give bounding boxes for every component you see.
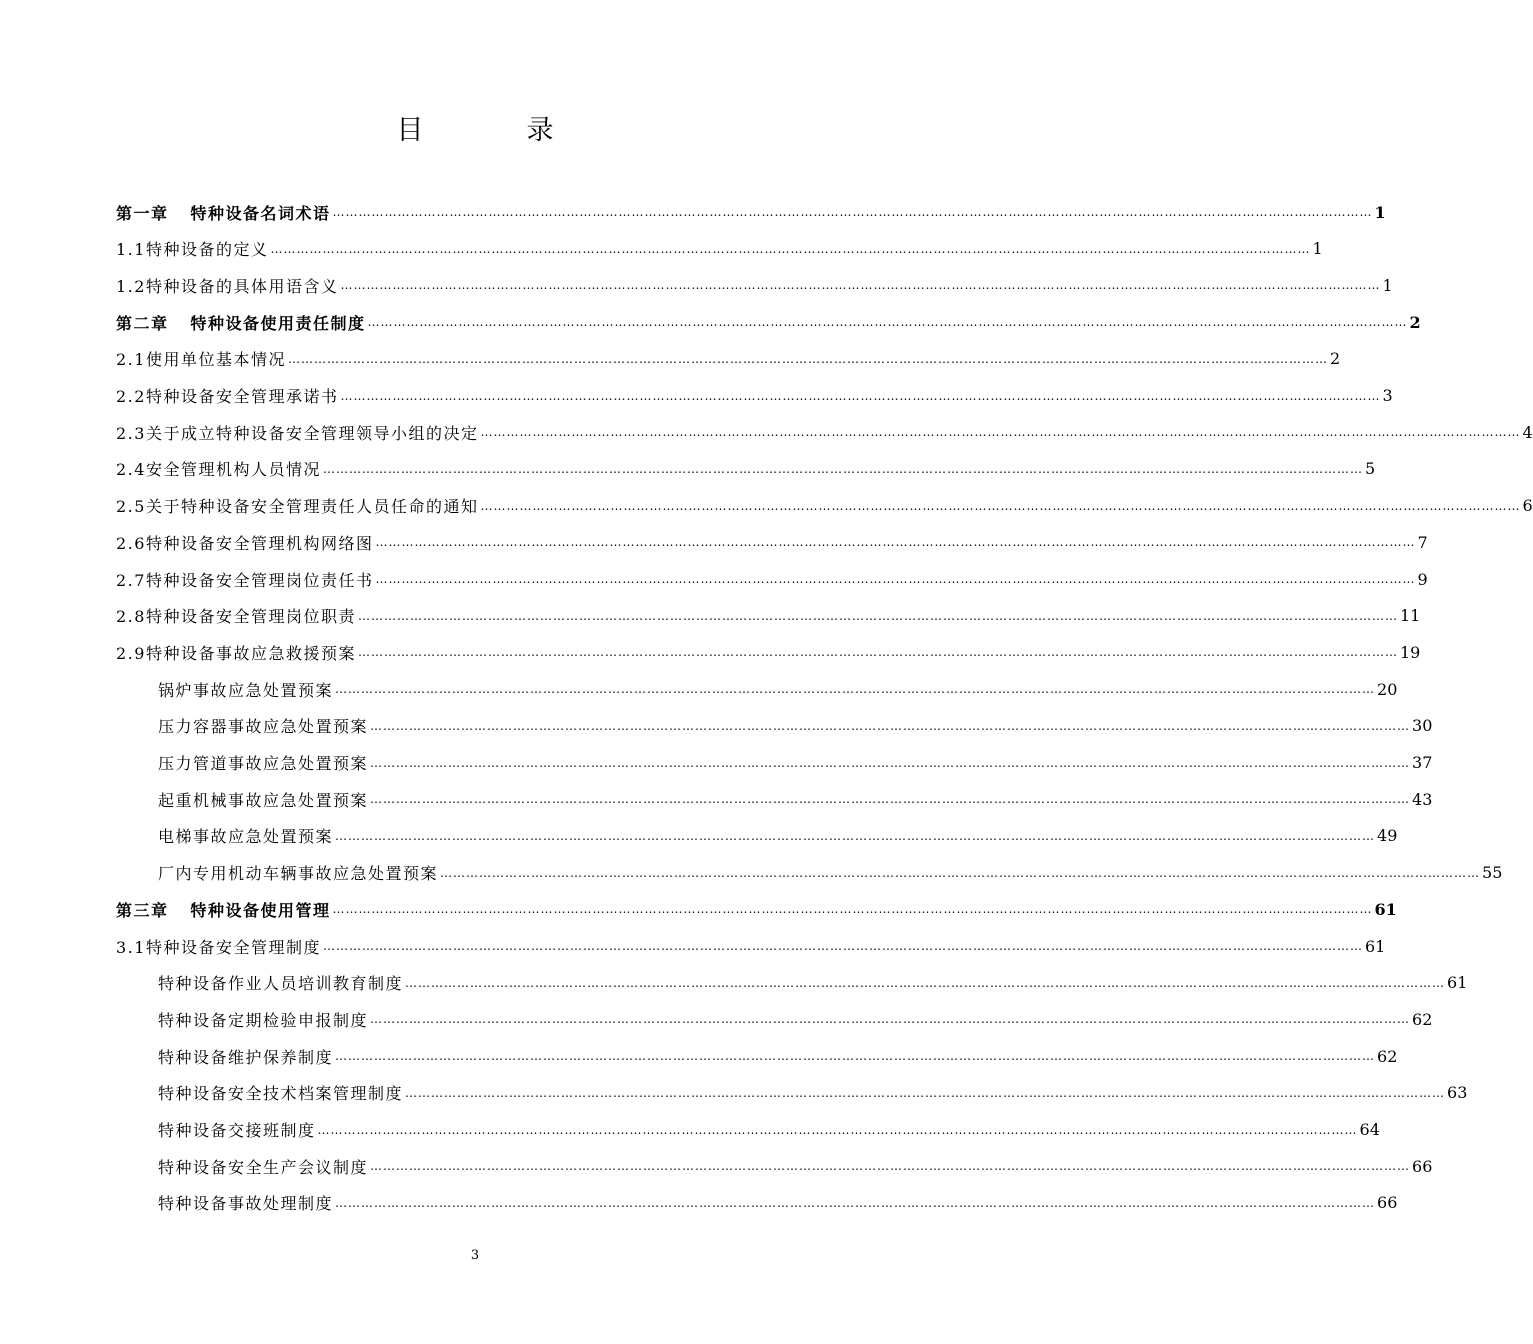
toc-page-number: 19 [1399, 642, 1421, 662]
toc-entry[interactable] [0, 1075, 1468, 1111]
toc-entry[interactable] [0, 304, 1421, 340]
toc-page-number: 7 [1417, 532, 1428, 552]
dot-leader: …………………………………………………………………………………………………………………………………………………………………………………………………………………… [370, 1159, 1411, 1174]
toc-page-number: 9 [1417, 569, 1428, 589]
toc-entry-title: 电梯事故应急处置预案 [158, 827, 334, 847]
toc-entry[interactable] [0, 891, 1397, 927]
toc-page-number: 62 [1412, 1009, 1433, 1029]
dot-leader: …………………………………………………………………………………………………………………………………………………………………………………………………………………… [335, 828, 1376, 843]
toc-entry[interactable] [0, 1038, 1398, 1074]
toc-entry[interactable] [0, 928, 1386, 964]
chapter-number: 第一章 [116, 203, 169, 223]
toc-entry[interactable] [0, 524, 1428, 560]
toc-entry[interactable] [0, 1148, 1433, 1184]
toc-page-number: 43 [1412, 789, 1433, 809]
dot-leader: …………………………………………………………………………………………………………………………………………………………………………………………………………………… [405, 1085, 1446, 1100]
toc-entry[interactable] [0, 1185, 1398, 1221]
dot-leader: …………………………………………………………………………………………………………………………………………………………………………………………………………………… [270, 241, 1311, 256]
toc-entry[interactable] [0, 1001, 1433, 1037]
toc-page-number: 37 [1412, 753, 1433, 772]
dot-leader: …………………………………………………………………………………………………………………………………………………………………………………………………………………… [405, 975, 1446, 990]
toc-page-number: 1 [1382, 275, 1393, 295]
toc-entry-title: 特种设备作业人员培训教育制度 [158, 974, 404, 994]
toc-page-number: 3 [1382, 386, 1393, 405]
dot-leader: …………………………………………………………………………………………………………………………………………………………………………………………………………………… [357, 645, 1398, 660]
toc-page-number: 64 [1359, 1120, 1380, 1139]
toc-entry[interactable] [0, 855, 1503, 891]
toc-page-number: 55 [1482, 863, 1503, 883]
dot-leader: …………………………………………………………………………………………………………………………………………………………………………………………………………………… [335, 1049, 1376, 1064]
toc-entry-title [116, 201, 331, 224]
toc-page-number: 5 [1364, 459, 1376, 479]
toc-entry-title: 特种设备安全生产会议制度 [158, 1157, 369, 1177]
toc-entry[interactable] [0, 231, 1323, 267]
toc-entry[interactable] [0, 745, 1433, 781]
toc-entry-title: 2.4安全管理机构人员情况 [116, 460, 321, 480]
chapter-title: 特种设备使用责任制度 [190, 313, 366, 333]
dot-leader: …………………………………………………………………………………………………………………………………………………………………………………………………………………… [375, 535, 1416, 550]
dot-leader: …………………………………………………………………………………………………………………………………………………………………………………………………………………… [335, 1195, 1376, 1210]
toc-entry[interactable] [0, 194, 1386, 230]
toc-page-number: 61 [1364, 936, 1386, 956]
toc-page-number: 11 [1399, 606, 1421, 626]
dot-leader: …………………………………………………………………………………………………………………………………………………………………………………………………………………… [332, 205, 1373, 219]
dot-leader: …………………………………………………………………………………………………………………………………………………………………………………………………………………… [322, 939, 1363, 953]
toc-entry[interactable] [0, 451, 1376, 487]
toc-entry-title: 特种设备交接班制度 [158, 1121, 316, 1140]
page-title: 目 录 [396, 115, 592, 146]
toc-entry-title: 特种设备定期检验申报制度 [158, 1010, 369, 1030]
dot-leader: …………………………………………………………………………………………………………………………………………………………………………………………………………………… [440, 865, 1481, 880]
toc-page-number: 63 [1447, 1083, 1468, 1103]
toc-entry-title [116, 898, 331, 921]
toc-entry-title: 1.2特种设备的具体用语含义 [116, 276, 339, 296]
dot-leader: …………………………………………………………………………………………………………………………………………………………………………………………………………………… [367, 315, 1408, 330]
toc-entry[interactable] [0, 671, 1398, 707]
toc-entry[interactable] [0, 708, 1433, 744]
toc-entry[interactable] [0, 634, 1421, 670]
toc-entry-title: 起重机械事故应急处置预案 [158, 790, 369, 810]
toc-entry[interactable] [0, 267, 1393, 303]
dot-leader: …………………………………………………………………………………………………………………………………………………………………………………………………………………… [322, 461, 1363, 476]
dot-leader: …………………………………………………………………………………………………………………………………………………………………………………………………………………… [335, 682, 1376, 697]
dot-leader: …………………………………………………………………………………………………………………………………………………………………………………………………………………… [375, 572, 1416, 586]
toc-entry-title: 厂内专用机动车辆事故应急处置预案 [158, 864, 439, 884]
dot-leader: …………………………………………………………………………………………………………………………………………………………………………………………………………………… [480, 498, 1521, 513]
toc-page-number: 2 [1409, 312, 1421, 332]
dot-leader: …………………………………………………………………………………………………………………………………………………………………………………………………………………… [370, 755, 1411, 770]
dot-leader: …………………………………………………………………………………………………………………………………………………………………………………………………………………… [287, 351, 1328, 366]
toc-page-number: 6 [1522, 496, 1533, 516]
chapter-number: 第二章 [116, 313, 169, 333]
toc-entry[interactable] [0, 598, 1421, 634]
toc-page-number: 1 [1374, 202, 1386, 222]
toc-page-number: 66 [1412, 1156, 1433, 1176]
dot-leader: …………………………………………………………………………………………………………………………………………………………………………………………………………………… [357, 608, 1398, 623]
toc-entry-title: 2.9特种设备事故应急救援预案 [116, 643, 356, 663]
toc-entry-title: 3.1特种设备安全管理制度 [116, 937, 321, 957]
toc-page-number: 4 [1522, 422, 1533, 442]
toc-entry-title: 特种设备维护保养制度 [158, 1047, 334, 1067]
toc-entry-title: 2.1使用单位基本情况 [116, 350, 286, 370]
toc-entry-title: 2.5关于特种设备安全管理责任人员任命的通知 [116, 497, 479, 517]
dot-leader: …………………………………………………………………………………………………………………………………………………………………………………………………………………… [340, 388, 1381, 403]
toc-entry[interactable] [0, 561, 1428, 597]
chapter-title: 特种设备名词术语 [190, 203, 331, 223]
toc-page-number: 1 [1312, 239, 1323, 259]
toc-entry-title: 2.2特种设备安全管理承诺书 [116, 387, 339, 406]
toc-entry-title: 2.6特种设备安全管理机构网络图 [116, 533, 374, 553]
dot-leader: …………………………………………………………………………………………………………………………………………………………………………………………………………………… [332, 902, 1373, 917]
toc-page-number: 2 [1329, 349, 1341, 369]
toc-entry[interactable] [0, 1112, 1380, 1148]
toc-entry-title: 2.8特种设备安全管理岗位职责 [116, 607, 356, 627]
toc-page-number: 62 [1377, 1046, 1398, 1066]
dot-leader: …………………………………………………………………………………………………………………………………………………………………………………………………………………… [340, 278, 1381, 293]
dot-leader: …………………………………………………………………………………………………………………………………………………………………………………………………………………… [370, 1012, 1411, 1027]
chapter-title: 特种设备使用管理 [190, 900, 331, 920]
toc-page-number: 20 [1377, 679, 1398, 699]
toc-entry-title [116, 311, 366, 334]
dot-leader: …………………………………………………………………………………………………………………………………………………………………………………………………………………… [317, 1122, 1358, 1137]
toc-entry[interactable] [0, 781, 1433, 817]
dot-leader: …………………………………………………………………………………………………………………………………………………………………………………………………………………… [480, 425, 1521, 440]
toc-page-number: 61 [1447, 973, 1468, 993]
toc-entry[interactable] [0, 488, 1533, 524]
toc-entry[interactable] [0, 414, 1533, 450]
toc-page-number: 61 [1374, 899, 1397, 919]
toc-entry-title: 特种设备事故处理制度 [158, 1194, 334, 1214]
dot-leader: …………………………………………………………………………………………………………………………………………………………………………………………………………………… [370, 718, 1411, 733]
chapter-number: 第三章 [116, 900, 169, 920]
toc-entry-title: 锅炉事故应急处置预案 [158, 680, 334, 700]
toc-entry-title: 2.3关于成立特种设备安全管理领导小组的决定 [116, 423, 479, 443]
toc-entry[interactable] [0, 818, 1398, 854]
toc-page-number: 66 [1377, 1193, 1398, 1213]
toc-page-number: 49 [1377, 826, 1398, 846]
toc-page-number: 30 [1412, 716, 1433, 736]
toc-entry-title: 压力管道事故应急处置预案 [158, 754, 369, 773]
dot-leader: …………………………………………………………………………………………………………………………………………………………………………………………………………………… [370, 792, 1411, 807]
toc-entry-title: 特种设备安全技术档案管理制度 [158, 1084, 404, 1104]
toc-entry-title: 压力容器事故应急处置预案 [158, 717, 369, 737]
toc-entry-title: 1.1特种设备的定义 [116, 240, 269, 260]
toc-entry-title: 2.7特种设备安全管理岗位责任书 [116, 570, 374, 590]
page-number: 3 [470, 1248, 480, 1263]
toc-entry[interactable] [0, 378, 1393, 414]
toc-entry[interactable] [0, 965, 1468, 1001]
toc-entry[interactable] [0, 341, 1341, 377]
